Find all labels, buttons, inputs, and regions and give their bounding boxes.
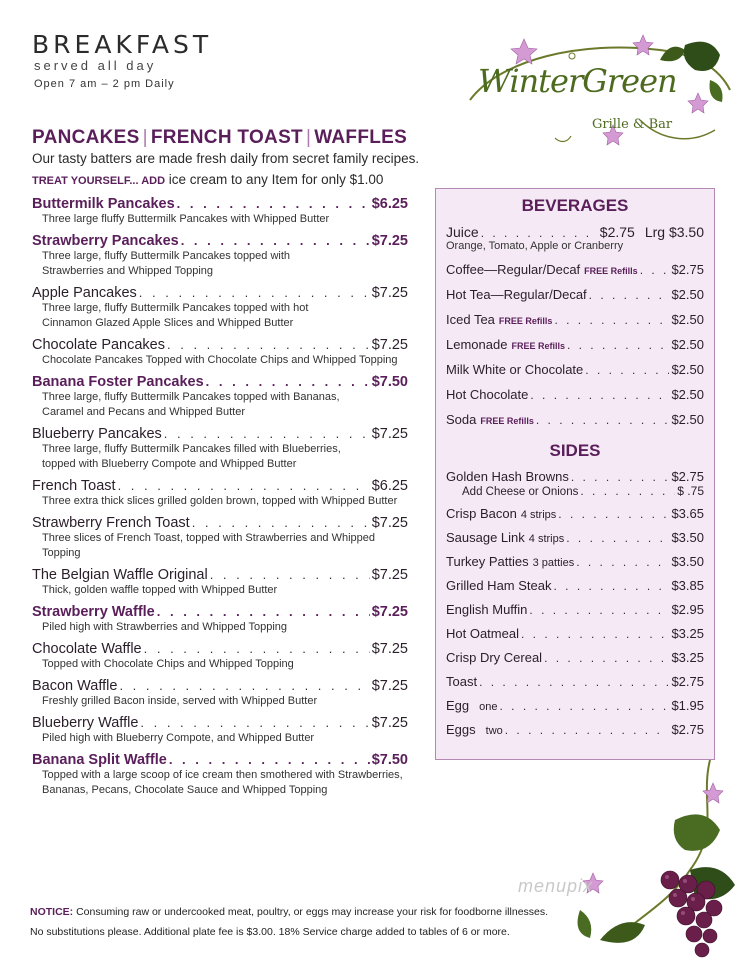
menu-item-price: $7.25 [371,715,408,731]
menu-item [32,715,408,746]
menu-item-price: $7.25 [371,641,408,657]
leader-dots [118,478,370,493]
menu-item-price: $7.25 [371,567,408,583]
leader-dots [576,555,669,569]
menu-item [32,641,408,672]
menu-item [32,233,408,279]
section-title-french-toast: FRENCH TOAST [150,127,303,148]
side-price: $3.25 [671,626,704,641]
side-name: Crisp Dry Cereal [446,650,543,665]
leader-dots [181,233,370,248]
free-refills-note: FREE Refills [584,266,638,276]
menu-item-desc: Piled high with Blueberry Compote, and Whipped Butter [42,732,315,744]
menu-item [32,285,408,331]
menu-item-name: The Belgian Waffle Original [32,567,208,583]
beverage-row [436,287,714,302]
leader-dots [164,426,370,441]
leader-dots [192,515,370,530]
leader-dots [567,338,669,352]
beverage-row [436,337,714,352]
leader-dots [585,363,669,377]
leader-dots [589,288,670,302]
side-price: $2.75 [671,469,704,484]
menu-item-desc: Caramel and Pecans and Whipped Butter [42,406,246,418]
leader-dots [169,752,370,767]
side-row [436,626,714,641]
beverages-sides-panel [435,188,715,760]
leader-dots [505,723,670,737]
leader-dots [521,627,669,641]
menu-item-name: Banana Split Waffle [32,752,167,768]
beverage-price: $2.50 [671,412,704,427]
beverage-row [436,362,714,377]
leader-dots [177,196,370,211]
menu-item-price: $7.25 [371,604,408,620]
side-addon-price: $ .75 [677,484,704,498]
side-price: $2.75 [671,674,704,689]
free-refills-note: FREE Refills [480,416,534,426]
side-price: $3.85 [671,578,704,593]
leader-dots [210,567,370,582]
menu-item-desc: Three large, fluffy Buttermilk Pancakes filled with Blueberries, [42,443,341,455]
beverage-row-juice [436,224,714,240]
menu-item [32,567,408,598]
side-qty: 4 strips [520,509,557,521]
menu-item-price: $7.25 [371,678,408,694]
beverage-price: $2.50 [671,337,704,352]
treat-text: ice cream to any Item for only $1.00 [165,172,384,187]
grape-vine-illustration [560,760,750,971]
title-separator: | [142,127,148,148]
leader-dots [553,579,669,593]
menu-item-name: Chocolate Pancakes [32,337,165,353]
menu-item-desc: Topped with Chocolate Chips and Whipped Topping [42,658,294,670]
side-label: Egg [446,698,470,713]
leader-dots [571,470,670,484]
leader-dots [139,285,370,300]
menu-item-price: $6.25 [371,478,408,494]
menu-item-desc: Cinnamon Glazed Apple Slices and Whipped Butter [42,317,294,329]
menu-item-desc: Strawberries and Whipped Topping [42,265,214,277]
beverage-name [446,412,534,427]
menu-item-name: Apple Pancakes [32,285,137,301]
beverage-label: Coffee—Regular/Decaf [446,262,581,277]
leader-dots [566,531,669,545]
beverage-price: $2.50 [671,387,704,402]
side-row [436,554,714,569]
menu-item-desc: Three slices of French Toast, topped with Strawberries and Whipped Topping [42,532,376,559]
side-name: Toast [446,674,478,689]
side-name [446,722,503,737]
side-name [446,554,574,569]
menu-item-desc: Bananas, Pecans, Chocolate Sauce and Whipped Topping [42,784,328,796]
leader-dots [157,604,370,619]
leader-dots [500,699,670,713]
side-row [436,602,714,617]
section-intro: Our tasty batters are made fresh daily from secret family recipes. [32,151,420,166]
beverage-row [436,412,714,427]
menu-item-desc: Three large, fluffy Buttermilk Pancakes topped with Bananas, [42,391,340,403]
side-price: $3.50 [671,554,704,569]
side-row [436,530,714,545]
menu-item [32,478,408,509]
beverage-name: Juice [446,224,479,240]
logo-name: WinterGreen [478,62,677,100]
leader-dots [640,263,670,277]
side-qty: two [485,725,503,737]
menu-item-price: $7.50 [371,374,408,390]
beverage-name [446,262,638,277]
leader-dots [536,413,670,427]
menu-item [32,678,408,709]
treat-yourself-note [32,172,383,187]
menu-item [32,752,408,798]
side-name: Golden Hash Browns [446,469,569,484]
side-price: $1.95 [671,698,704,713]
beverage-desc: Orange, Tomato, Apple or Cranberry [446,240,624,252]
side-price: $3.50 [671,530,704,545]
side-price: $3.25 [671,650,704,665]
side-addon-row [436,484,714,498]
leader-dots [529,603,669,617]
leader-dots [530,388,669,402]
leader-dots [167,337,370,352]
beverage-price-large: Lrg $3.50 [644,224,704,240]
menu-item-desc: Three extra thick slices grilled golden brown, topped with Whipped Butter [42,495,398,507]
side-name: English Muffin [446,602,528,617]
menu-item-name: Buttermilk Pancakes [32,196,175,212]
menu-item-name: Bacon Waffle [32,678,118,694]
menu-item-name: Blueberry Pancakes [32,426,162,442]
side-label: Sausage Link [446,530,525,545]
beverage-price: $2.75 [671,262,704,277]
leader-dots [479,675,669,689]
menu-item-desc: Three large fluffy Buttermilk Pancakes with Whipped Butter [42,213,330,225]
side-name [446,698,498,713]
menu-item-desc: Three large, fluffy Buttermilk Pancakes topped with hot [42,302,309,314]
menu-title: BREAKFAST [32,30,213,59]
menu-item-name: Strawberry Waffle [32,604,155,620]
side-row [436,674,714,689]
leader-dots [206,374,370,389]
menu-item-desc: Three large, fluffy Buttermilk Pancakes topped with [42,250,291,262]
menu-item-desc: Piled high with Strawberries and Whipped Topping [42,621,287,633]
beverage-label: Soda [446,412,477,427]
notice-line [30,906,548,918]
menu-item-name: French Toast [32,478,116,494]
section-title-waffles: WAFFLES [314,127,408,148]
policy-line: No substitutions please. Additional plate fee is $3.00. 18% Service charge added to tables of 6 or more. [30,926,510,938]
beverage-name [446,337,565,352]
side-name [446,506,556,521]
menu-item [32,515,408,561]
beverage-name: Milk White or Chocolate [446,362,584,377]
beverage-row [436,387,714,402]
side-row [436,506,714,521]
menu-item-price: $7.25 [371,426,408,442]
side-price: $2.75 [671,722,704,737]
beverage-price: $2.50 [671,362,704,377]
leader-dots [558,507,669,521]
notice-label: NOTICE: [30,906,74,918]
side-qty: 4 strips [528,533,565,545]
side-addon-name: Add Cheese or Onions [462,486,579,498]
menu-item-name: Banana Foster Pancakes [32,374,204,390]
leader-dots [481,226,598,240]
notice-text: Consuming raw or undercooked meat, poultry, or eggs may increase your risk for foodborne illnesses. [73,906,549,918]
side-row [436,650,714,665]
menu-item-price: $7.50 [371,752,408,768]
beverage-label: Iced Tea [446,312,495,327]
menu-item-desc: topped with Blueberry Compote and Whipped Butter [42,458,297,470]
treat-label: TREAT YOURSELF... ADD [32,175,166,187]
sides-title: SIDES [549,441,601,460]
beverage-price: $2.50 [671,287,704,302]
menu-item [32,426,408,472]
menu-item-price: $6.25 [371,196,408,212]
menu-item [32,196,408,227]
menu-item-name: Chocolate Waffle [32,641,142,657]
side-label: Turkey Patties [446,554,529,569]
side-row [436,722,714,737]
logo-subtitle: Grille & Bar [592,117,673,132]
section-title [32,127,407,149]
side-row [436,698,714,713]
beverage-row [436,312,714,327]
menu-item-name: Strawberry Pancakes [32,233,179,249]
beverages-title: BEVERAGES [521,196,629,215]
beverage-name: Hot Chocolate [446,387,529,402]
side-price: $3.65 [671,506,704,521]
menu-item [32,337,408,368]
menu-item-desc: Freshly grilled Bacon inside, served with Whipped Butter [42,695,318,707]
side-name: Hot Oatmeal [446,626,519,641]
beverage-price: $2.75 [599,224,635,240]
section-title-pancakes: PANCAKES [32,127,140,148]
watermark-text: menupix [518,876,594,896]
side-row-hash-browns [436,469,714,484]
leader-dots [119,678,369,693]
menu-item-price: $7.25 [371,233,408,249]
menu-item-name: Blueberry Waffle [32,715,139,731]
menu-subtitle: served all day [34,58,157,73]
menu-item-price: $7.25 [371,337,408,353]
leader-dots [144,641,370,656]
opening-hours: Open 7 am – 2 pm Daily [34,78,175,90]
menu-item-desc: Topped with a large scoop of ice cream then smothered with Strawberries, [42,769,403,781]
menu-item-price: $7.25 [371,285,408,301]
leader-dots [580,484,675,498]
side-label: Eggs [446,722,476,737]
menu-item [32,374,408,420]
side-row [436,578,714,593]
beverage-label: Lemonade [446,337,508,352]
beverage-price: $2.50 [671,312,704,327]
title-separator: | [305,127,312,148]
leader-dots [544,651,669,665]
beverage-name [446,312,552,327]
side-label: Crisp Bacon [446,506,517,521]
side-price: $2.95 [671,602,704,617]
side-qty: 3 patties [532,557,575,569]
beverage-row [436,262,714,277]
menu-item [32,604,408,635]
side-name [446,530,564,545]
breakfast-menu-list [32,196,408,804]
menu-item-name: Strawberry French Toast [32,515,190,531]
leader-dots [554,313,669,327]
side-name: Grilled Ham Steak [446,578,552,593]
menu-item-desc: Chocolate Pancakes Topped with Chocolate Chips and Whipped Topping [42,354,398,366]
side-qty: one [479,701,498,713]
beverage-name: Hot Tea—Regular/Decaf [446,287,587,302]
leader-dots [140,715,369,730]
free-refills-note: FREE Refills [511,341,565,351]
free-refills-note: FREE Refills [498,316,553,326]
menu-item-desc: Thick, golden waffle topped with Whipped Butter [42,584,278,596]
menu-item-price: $7.25 [371,515,408,531]
